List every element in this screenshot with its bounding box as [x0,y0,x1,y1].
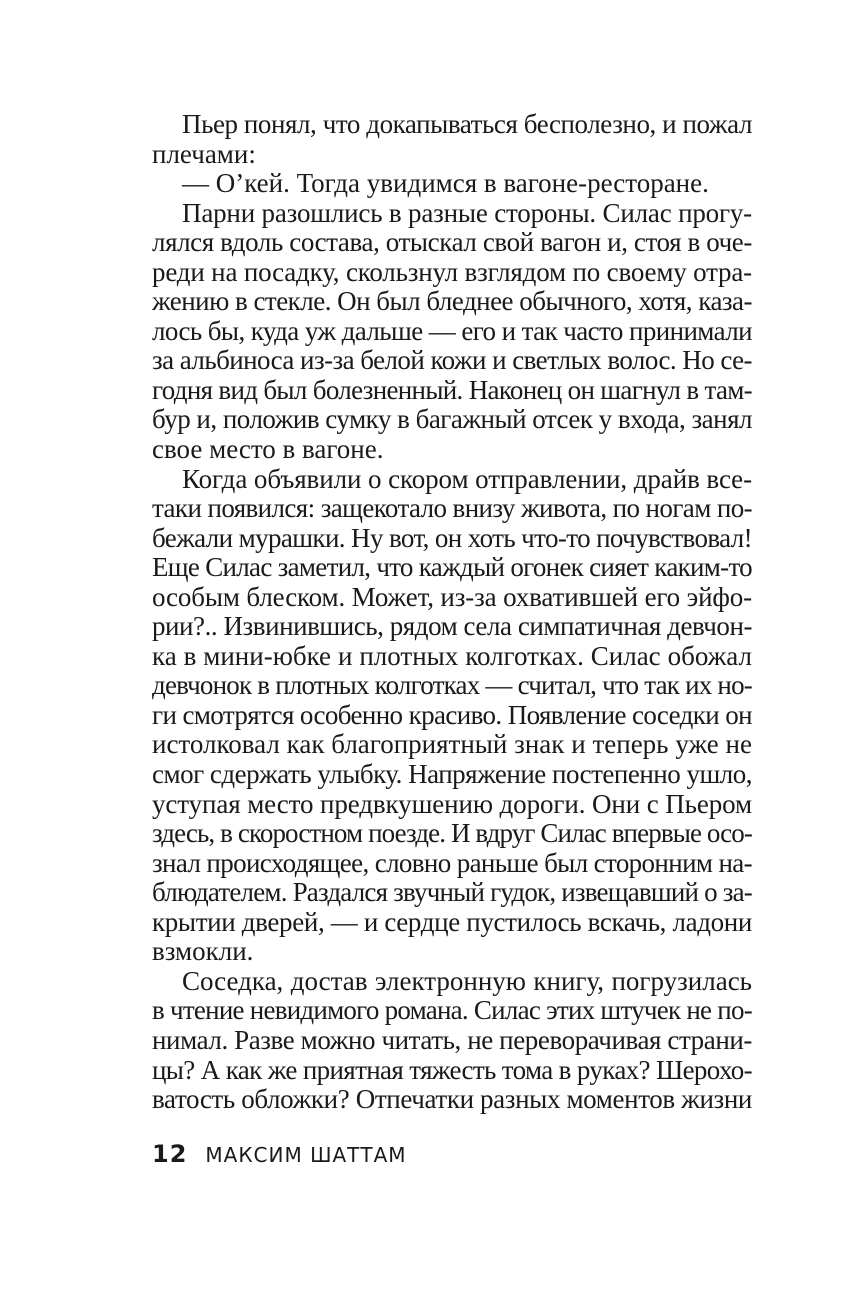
text-line: Соседка, достав электронную книгу, погрузилась [182,965,752,996]
text-line: рии?.. Извинившись, рядом села симпатичная девчон- [152,611,752,642]
text-line: лось бы, куда уж дальше — его и так часто принимали [152,315,752,346]
text-line: Парни разошлись в разные стороны. Силас прогу- [182,197,752,228]
text-line: Еще Силас заметил, что каждый огонек сияет каким-то [152,552,752,583]
text-line: цы? А как же приятная тяжесть тома в руках? Шерохо- [152,1054,752,1085]
page-number: 12 [152,1140,188,1168]
text-line: уступая место предвкушению дороги. Они с Пьером [152,788,752,819]
paragraph [152,967,752,1115]
text-line: особым блеском. Может, из-за охватившей его эйфо- [152,581,752,612]
text-line: знал происходящее, словно раньше был сторонним на- [152,847,752,878]
text-line: бур и, положив сумку в багажный отсек у входа, занял [152,404,752,435]
text-line: бежали мурашки. Ну вот, он хоть что-то почувствовал! [152,522,752,553]
paragraph [152,110,752,169]
text-line: ка в мини-юбке и плотных колготках. Силас обожал [152,640,752,671]
text-line: годня вид был болезненный. Наконец он шагнул в там- [152,374,752,405]
text-line: реди на посадку, скользнул взглядом по своему отра- [152,256,752,287]
text-line: — О’кей. Тогда увидимся в вагоне-ресторане. [182,168,709,199]
text-line: нимал. Разве можно читать, не переворачивая страни- [152,1024,752,1055]
text-line: Когда объявили о скором отправлении, драйв все- [182,463,752,494]
text-line: истолковал как благоприятный знак и теперь уже не [152,729,752,760]
text-line: в чтение невидимого романа. Силас этих штучек не по- [152,995,752,1026]
book-text [152,110,752,1115]
text-line: лялся вдоль состава, отыскал свой вагон и, стоя в оче- [152,227,752,258]
text-line: плечами: [152,138,256,169]
text-line: жению в стекле. Он был бледнее обычного, хотя, каза- [152,286,752,317]
text-line: свое место в вагоне. [152,434,384,465]
text-line: блюдателем. Раздался звучный гудок, извещавший о за- [152,877,752,908]
running-head-author: МАКСИМ ШАТТАМ [205,1143,407,1167]
paragraph [152,465,752,967]
text-line: ватость обложки? Отпечатки разных моментов жизни [152,1084,752,1115]
text-line: Пьер понял, что докапываться бесполезно, и пожал [182,109,752,139]
page-footer [152,1140,407,1168]
text-line: взмокли. [152,936,254,967]
paragraph [152,169,752,199]
text-line: таки появился: защекотало внизу живота, по ногам по- [152,493,752,524]
text-line: за альбиноса из-за белой кожи и светлых волос. Но се- [152,345,752,376]
text-line: девчонок в плотных колготках — считал, что так их но- [152,670,752,701]
text-line: смог сдержать улыбку. Напряжение постепенно ушло, [152,759,752,790]
paragraph [152,199,752,465]
text-line: крытии дверей, — и сердце пустилось вскачь, ладони [152,906,752,937]
text-line: ги смотрятся особенно красиво. Появление соседки он [152,699,752,730]
text-line: здесь, в скоростном поезде. И вдруг Силас впервые осо- [152,818,752,849]
